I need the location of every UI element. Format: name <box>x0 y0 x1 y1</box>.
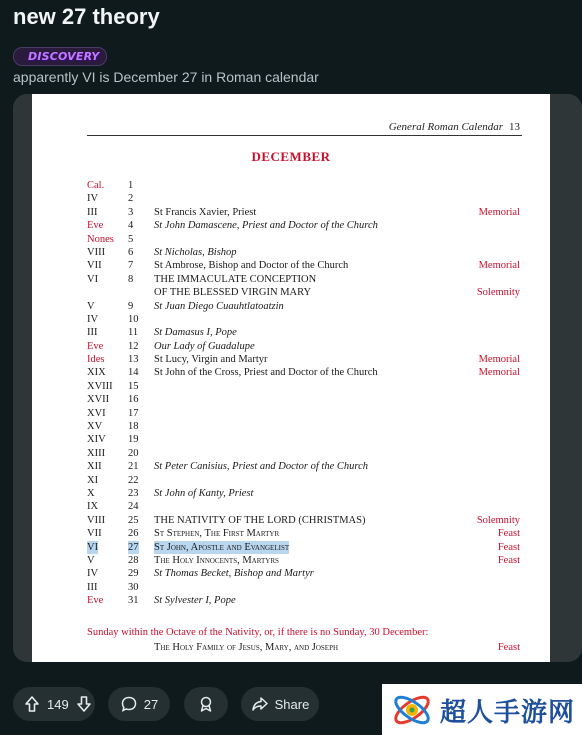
page-number: 13 <box>509 121 520 133</box>
roman-date: III <box>87 327 98 339</box>
celebration-name: St Nicholas, Bishop <box>154 246 237 258</box>
celebration-name: Our Lady of Guadalupe <box>154 340 255 352</box>
header-title: General Roman Calendar <box>388 121 503 133</box>
roman-date: V <box>87 300 95 312</box>
watermark-text: 超人手游网 <box>440 698 576 728</box>
calendar-row <box>32 273 550 286</box>
celebration-name: St John of the Cross, Priest and Doctor of the Church <box>154 367 378 379</box>
day-number: 18 <box>128 421 139 433</box>
downvote-button[interactable] <box>75 695 93 713</box>
calendar-row <box>32 246 550 259</box>
calendar-row <box>32 447 550 460</box>
roman-date: Eve <box>87 220 104 232</box>
roman-date: XIII <box>87 447 106 459</box>
header-rule <box>87 135 522 136</box>
upvote-button[interactable] <box>23 695 41 713</box>
running-header <box>389 121 520 133</box>
award-icon <box>197 695 215 713</box>
roman-date: XI <box>87 474 99 486</box>
roman-date: VII <box>87 528 102 540</box>
day-number: 7 <box>128 260 134 272</box>
calendar-row <box>32 380 550 393</box>
celebration-rank: Solemnity <box>476 514 520 526</box>
roman-date: XV <box>87 421 103 433</box>
calendar-row <box>32 393 550 406</box>
calendar-row <box>32 313 550 326</box>
flair-label: DISCOVERY <box>28 50 100 63</box>
roman-date: Cal. <box>87 180 105 191</box>
day-number: 8 <box>128 273 134 285</box>
calendar-row <box>32 286 550 299</box>
share-button[interactable] <box>241 687 319 721</box>
day-number: 25 <box>128 514 139 526</box>
watermark <box>382 684 582 735</box>
vote-count: 149 <box>47 696 69 712</box>
celebration-rank: Solemnity <box>476 287 520 299</box>
roman-date: VIII <box>87 246 106 258</box>
calendar-row <box>32 474 550 487</box>
celebration-name: St Sylvester I, Pope <box>154 595 236 607</box>
holy-family-entry: The Holy Family of Jesus, Mary, and Joseph <box>154 642 339 653</box>
holy-family-rank: Feast <box>497 642 520 653</box>
celebration-name: St John Damascene, Priest and Doctor of the Church <box>154 220 378 232</box>
day-number: 19 <box>128 434 139 446</box>
roman-date: XIX <box>87 367 106 379</box>
post-image[interactable] <box>13 94 582 662</box>
roman-date: IV <box>87 193 99 205</box>
vote-control <box>13 687 95 721</box>
roman-date: IX <box>87 501 99 513</box>
celebration-name: St Damasus I, Pope <box>154 327 237 339</box>
post-title: new 27 theory <box>13 4 160 29</box>
calendar-row <box>32 219 550 232</box>
calendar-row <box>32 554 550 567</box>
calendar-row <box>32 407 550 420</box>
celebration-rank: Memorial <box>478 367 520 379</box>
calendar-row <box>32 233 550 246</box>
celebration-name: St Ambrose, Bishop and Doctor of the Church <box>154 260 349 272</box>
celebration-rank: Feast <box>497 554 520 566</box>
celebration-name: St Lucy, Virgin and Martyr <box>154 354 268 366</box>
award-button[interactable] <box>184 687 228 721</box>
watermark-logo-icon <box>390 689 434 731</box>
day-number: 3 <box>128 206 134 218</box>
day-number: 2 <box>128 193 134 205</box>
calendar-row <box>32 192 550 205</box>
calendar-row <box>32 353 550 366</box>
roman-date: X <box>87 487 95 499</box>
comment-bubble-icon <box>120 695 138 713</box>
arrow-up-icon <box>23 695 41 713</box>
celebration-rank: Feast <box>497 541 520 553</box>
roman-date: XII <box>87 461 102 473</box>
roman-date: V <box>87 554 95 566</box>
celebration-name: St Peter Canisius, Priest and Doctor of the Church <box>154 461 368 473</box>
arrow-down-icon <box>75 695 93 713</box>
day-number: 17 <box>128 407 139 419</box>
calendar-rows <box>32 179 550 608</box>
day-number: 15 <box>128 380 139 392</box>
celebration-name: St John of Kanty, Priest <box>154 487 254 499</box>
day-number: 30 <box>128 581 139 593</box>
celebration-name: St Thomas Becket, Bishop and Martyr <box>154 568 314 580</box>
roman-date: Ides <box>87 354 105 366</box>
roman-date: XIV <box>87 434 106 446</box>
roman-date: XVII <box>87 394 110 406</box>
calendar-row <box>32 433 550 446</box>
day-number: 13 <box>128 354 139 366</box>
roman-date: IV <box>87 568 99 580</box>
calendar-row <box>32 259 550 272</box>
day-number: 21 <box>128 461 139 473</box>
celebration-name: St Francis Xavier, Priest <box>154 206 257 218</box>
roman-date: III <box>87 206 98 218</box>
calendar-row <box>32 527 550 540</box>
calendar-row <box>32 300 550 313</box>
celebration-rank: Feast <box>497 528 520 540</box>
celebration-rank: Memorial <box>478 354 520 366</box>
day-number: 20 <box>128 447 139 459</box>
roman-date: Eve <box>87 340 104 352</box>
roman-date: III <box>87 581 98 593</box>
roman-date: VII <box>87 260 102 272</box>
celebration-name: St John, Apostle and Evangelist <box>154 541 290 553</box>
calendar-row <box>32 366 550 379</box>
calendar-row <box>32 514 550 527</box>
celebration-name: The Holy Innocents, Martyrs <box>154 554 279 566</box>
calendar-row <box>32 420 550 433</box>
roman-date: Eve <box>87 595 104 607</box>
roman-date: VIII <box>87 514 106 526</box>
day-number: 10 <box>128 313 139 325</box>
day-number: 22 <box>128 474 139 486</box>
day-number: 23 <box>128 487 139 499</box>
month-title: DECEMBER <box>251 149 331 164</box>
discovery-flair[interactable] <box>13 47 107 66</box>
calendar-row <box>32 567 550 580</box>
calendar-row <box>32 594 550 607</box>
day-number: 14 <box>128 367 139 379</box>
day-number: 6 <box>128 246 134 258</box>
day-number: 12 <box>128 340 139 352</box>
celebration-rank: Memorial <box>478 206 520 218</box>
roman-date: Nones <box>87 233 114 245</box>
calendar-row-highlighted <box>32 541 550 554</box>
calendar-row <box>32 460 550 473</box>
calendar-page <box>32 94 550 662</box>
day-number: 16 <box>128 394 139 406</box>
roman-date: XVIII <box>87 380 113 392</box>
day-number: 4 <box>128 220 134 232</box>
post-body-text: apparently VI is December 27 in Roman calendar <box>13 69 319 85</box>
day-number: 11 <box>128 327 139 339</box>
celebration-rank: Memorial <box>478 260 520 272</box>
celebration-name: THE IMMACULATE CONCEPTION <box>154 273 317 285</box>
celebration-name: St Stephen, The First Martyr <box>154 528 280 540</box>
share-label: Share <box>274 696 310 712</box>
celebration-name: St Juan Diego Cuauhtlatoatzin <box>154 300 284 312</box>
day-number: 31 <box>128 595 139 607</box>
celebration-name: THE NATIVITY OF THE LORD (CHRISTMAS) <box>154 514 366 526</box>
calendar-row <box>32 340 550 353</box>
day-number: 28 <box>128 554 139 566</box>
comments-button[interactable] <box>108 687 170 721</box>
calendar-row <box>32 487 550 500</box>
calendar-row <box>32 500 550 513</box>
day-number: 24 <box>128 501 139 513</box>
calendar-row <box>32 206 550 219</box>
day-number: 27 <box>128 541 139 553</box>
roman-date: VI <box>87 541 99 553</box>
day-number: 26 <box>128 528 139 540</box>
roman-date: XVI <box>87 407 106 419</box>
day-number: 9 <box>128 300 134 312</box>
roman-date: VI <box>87 273 99 285</box>
sunday-octave-note: Sunday within the Octave of the Nativity, or, if there is no Sunday, 30 December: <box>87 627 429 638</box>
roman-date: IV <box>87 313 99 325</box>
calendar-row <box>32 179 550 192</box>
comment-count: 27 <box>143 696 159 712</box>
celebration-name: OF THE BLESSED VIRGIN MARY <box>154 287 312 299</box>
calendar-row <box>32 326 550 339</box>
day-number: 1 <box>128 180 134 191</box>
day-number: 5 <box>128 233 134 245</box>
calendar-row <box>32 581 550 594</box>
share-arrow-icon <box>251 695 269 713</box>
day-number: 29 <box>128 568 139 580</box>
